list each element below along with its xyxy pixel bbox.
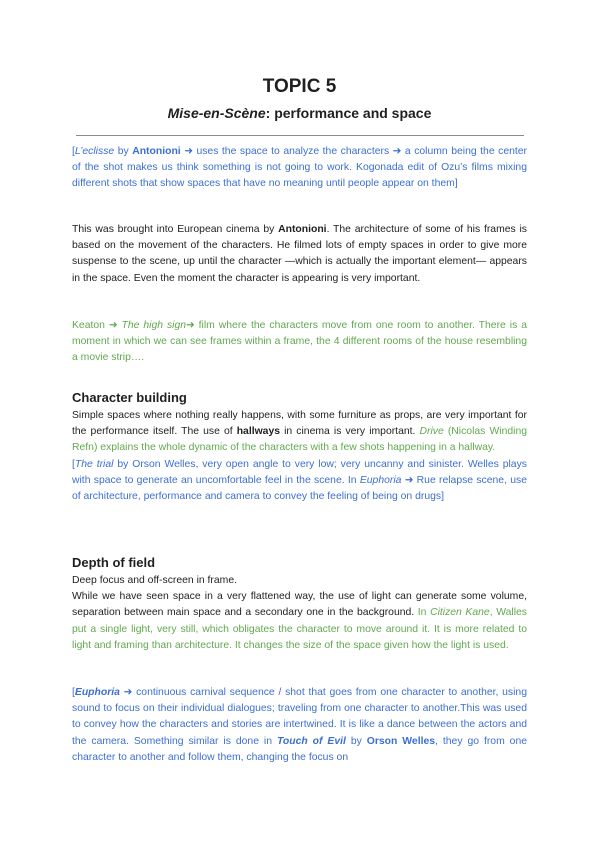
note-text: by Orson Welles, very open angle to very low; very uncanny and sinister. Welles plays with space to generate an uncomfortable feel in the scene. In xyxy=(72,458,527,486)
film-title: Drive xyxy=(419,426,444,438)
note-text: Keaton ➜ xyxy=(72,320,122,331)
film-title: Citizen Kane xyxy=(430,607,490,619)
film-title: L’eclisse xyxy=(74,146,115,157)
film-title: Touch of Evil xyxy=(276,735,346,747)
paragraph-text: in cinema is very important. xyxy=(280,426,420,438)
director-name: Orson Welles xyxy=(366,735,436,747)
note-text: ➜ film where the characters move from one room to another. There is a moment in which we can see frames within a frame, the 4 different rooms of the house resembling a movie strip…. xyxy=(72,320,527,364)
character-paragraph xyxy=(72,408,527,505)
section-heading-depth-of-field: Depth of field xyxy=(72,555,156,570)
note-text: In xyxy=(417,607,431,619)
page-title: TOPIC 5 xyxy=(262,76,337,97)
paragraph-text: Simple spaces where nothing really happens, with some furniture as props, are very important for the performance itself. The use of xyxy=(72,410,527,438)
bold-term: hallways xyxy=(236,426,281,438)
film-title: The trial xyxy=(74,458,114,470)
paragraph-text: . The architecture of some of his frames is based on the movement of the characters. He filmed lots of empty spaces in order to give more suspense to the scene, up until the character —which is actually the important element— appears in the space. Even the moment the character is appearing is very important. xyxy=(72,224,527,284)
film-title: Euphoria xyxy=(359,474,402,486)
subtitle-italic: Mise-en-Scène xyxy=(167,105,266,121)
section-heading-character-building: Character building xyxy=(72,390,187,405)
bracket: [ xyxy=(72,458,75,470)
subtitle-rest: : performance and space xyxy=(265,105,432,121)
by-text: by xyxy=(345,735,367,747)
paragraph-text: This was brought into European cinema by xyxy=(72,224,279,235)
film-title: Euphoria xyxy=(74,687,120,698)
note-text: (Nicolas Winding Refn) explains the whole dynamic of the characters with a few shots happening in a hallway. xyxy=(72,426,527,454)
page-subtitle xyxy=(72,104,527,122)
antonioni-paragraph xyxy=(72,222,527,287)
note-text: ➜ continuous carnival sequence / shot that goes from one character to another, using sound to focus on their individual dialogues; traveling from one character to another.This was used to convey how the characters and stories are intertwined. It is like a dance between the actors and the camera. Something similar is done in xyxy=(72,687,527,747)
film-title: The high sign xyxy=(121,320,187,331)
trial-note xyxy=(72,459,527,502)
by-text: by xyxy=(114,146,133,157)
intro-note xyxy=(72,144,527,193)
paragraph-text: Deep focus and off-screen in frame. xyxy=(72,575,237,586)
bracket: [ xyxy=(72,146,75,157)
paragraph-text: While we have seen space in a very flattened way, the use of light can generate some volume, separation between main space and a secondary one in the background. xyxy=(72,591,527,619)
euphoria-note xyxy=(72,685,527,766)
note-text: , Walles put a single light, very still, which obligates the character to move around it. It is more related to light and framing than architecture. It changes the size of the space given how the light is used. xyxy=(72,607,527,651)
depth-paragraph xyxy=(72,573,527,654)
note-text: , they go from one character to another and follow them, changing the focus on xyxy=(72,735,528,763)
director-name: Antonioni xyxy=(278,224,327,235)
note-text: ➜ Rue relapse scene, use of architecture, performance and camera to convey the feeling of being on drugs] xyxy=(72,474,527,503)
title-divider xyxy=(76,135,524,136)
director-name: Antonioni xyxy=(132,146,181,157)
note-text: ➜ uses the space to analyze the characters ➜ a column being the center of the shot makes us think something is not going to work. Kogonada edit of Ozu’s films mixing different shots that show spaces that have no meaning until people appear on them] xyxy=(72,146,528,190)
bracket: [ xyxy=(72,687,75,698)
keaton-note xyxy=(72,318,527,367)
